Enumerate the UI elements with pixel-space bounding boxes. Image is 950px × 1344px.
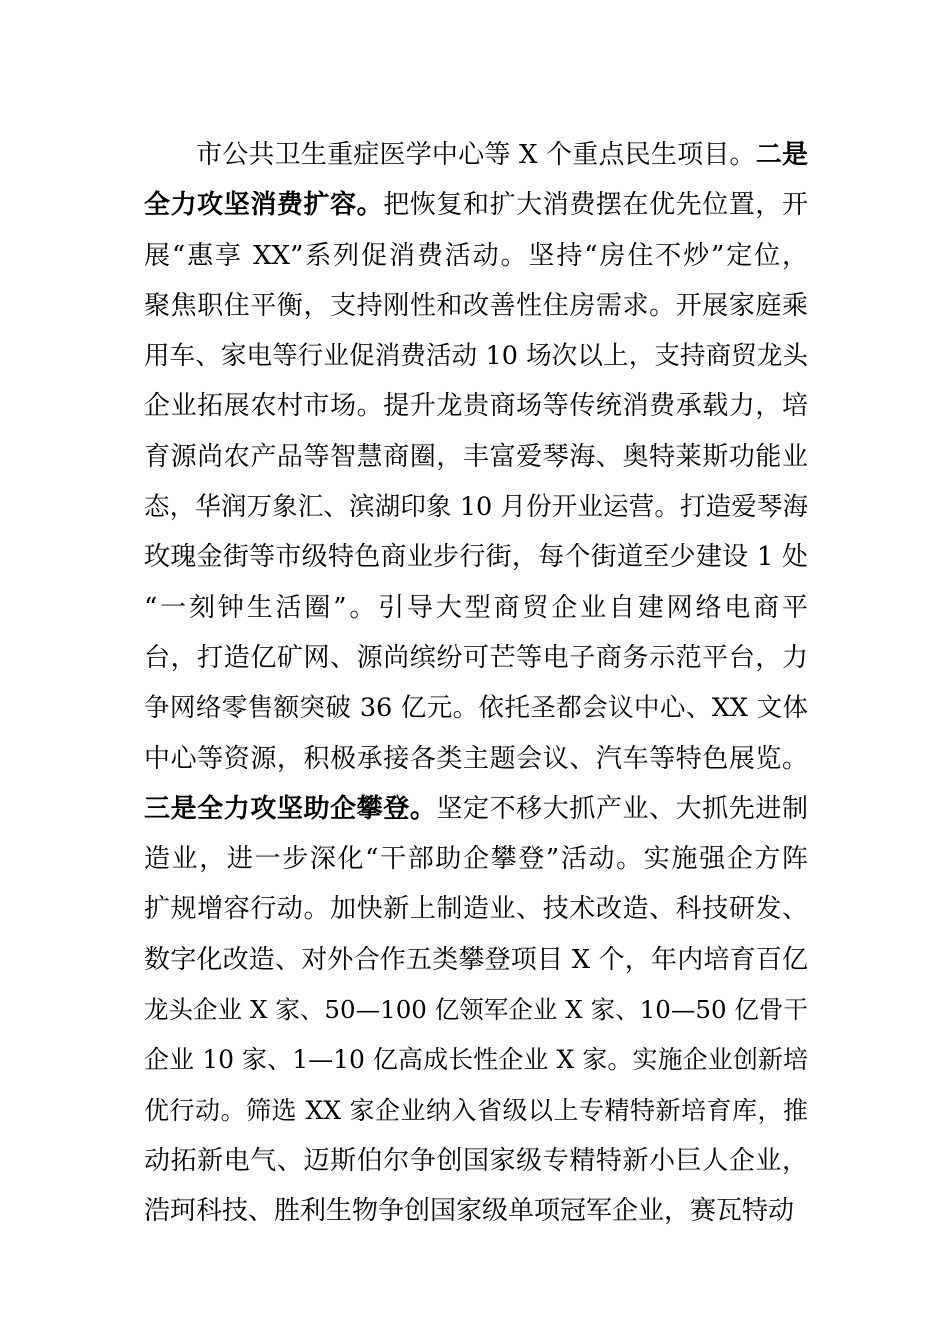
text-line: [144, 683, 808, 733]
text-line: [144, 1186, 808, 1236]
text-segment: 坚定不移大抓产业、大抓先进制: [436, 793, 808, 824]
text-segment: 造业，进一步深化“干部助企攀登”活动。实施强企方阵: [144, 844, 808, 875]
text-line: [144, 834, 808, 884]
text-segment: 企业拓展农村市场。提升龙贵商场等传统消费承载力，培: [144, 391, 808, 422]
text-segment: “一刻钟生活圈”。引导大型商贸企业自建网络电商平: [144, 592, 808, 623]
text-line: [144, 935, 808, 985]
text-segment: 中心等资源，积极承接各类主题会议、汽车等特色展览。: [144, 743, 808, 774]
text-line: [144, 482, 808, 532]
bold-text-segment: 三是全力攻坚助企攀登。: [144, 793, 437, 824]
text-line: [144, 281, 808, 331]
text-segment: 数字化改造、对外合作五类攀登项目 X 个，年内培育百亿: [144, 944, 808, 975]
text-segment: 台，打造亿矿网、源尚缤纷可芒等电子商务示范平台，力: [144, 642, 808, 673]
text-line: [144, 1136, 808, 1186]
text-line: [144, 130, 808, 180]
text-line: [144, 1035, 808, 1085]
text-line: [144, 784, 808, 834]
text-segment: 企业 10 家、1—10 亿高成长性企业 X 家。实施企业创新培: [144, 1045, 808, 1075]
text-segment: 育源尚农产品等智慧商圈，丰富爱琴海、奥特莱斯功能业: [144, 441, 808, 472]
text-segment: 聚焦职住平衡，支持刚性和改善性住房需求。开展家庭乘: [144, 290, 808, 321]
text-segment: 展“惠享 XX”系列促消费活动。坚持“房住不炒”定位，: [144, 240, 808, 271]
text-line: [144, 884, 808, 934]
text-line: [144, 633, 808, 683]
text-segment: 争网络零售额突破 36 亿元。依托圣都会议中心、XX 文体: [144, 693, 808, 724]
text-line: [144, 583, 808, 633]
text-line: [144, 1086, 808, 1136]
body-paragraph: [144, 130, 808, 1237]
text-segment: 把恢复和扩大消费摆在优先位置，开: [383, 190, 808, 221]
text-segment: 用车、家电等行业促消费活动 10 场次以上，支持商贸龙头: [144, 341, 808, 372]
text-line: [144, 734, 808, 784]
text-line: [144, 985, 808, 1035]
text-segment: 玫瑰金街等市级特色商业步行街，每个街道至少建设 1 处: [144, 542, 808, 573]
text-line: [144, 381, 808, 431]
text-segment: 龙头企业 X 家、50—100 亿领军企业 X 家、10—50 亿骨干: [144, 995, 808, 1025]
text-segment: 扩规增容行动。加快新上制造业、技术改造、科技研发、: [144, 894, 808, 925]
text-segment: 浩珂科技、胜利生物争创国家级单项冠军企业，赛瓦特动: [144, 1196, 795, 1227]
bold-text-segment: 全力攻坚消费扩容。: [144, 190, 384, 221]
text-line: [144, 331, 808, 381]
text-line: [144, 231, 808, 281]
bold-text-segment: 二是: [755, 140, 808, 170]
text-segment: 态，华润万象汇、滨湖印象 10 月份开业运营。打造爱琴海: [144, 492, 808, 523]
text-line: [144, 432, 808, 482]
text-line: [144, 532, 808, 582]
text-segment: 市公共卫生重症医学中心等 X 个重点民生项目。: [196, 140, 756, 170]
text-segment: 优行动。筛选 XX 家企业纳入省级以上专精特新培育库，推: [144, 1095, 808, 1125]
text-segment: 动拓新电气、迈斯伯尔争创国家级专精特新小巨人企业，: [144, 1145, 808, 1176]
text-line: [144, 180, 808, 230]
